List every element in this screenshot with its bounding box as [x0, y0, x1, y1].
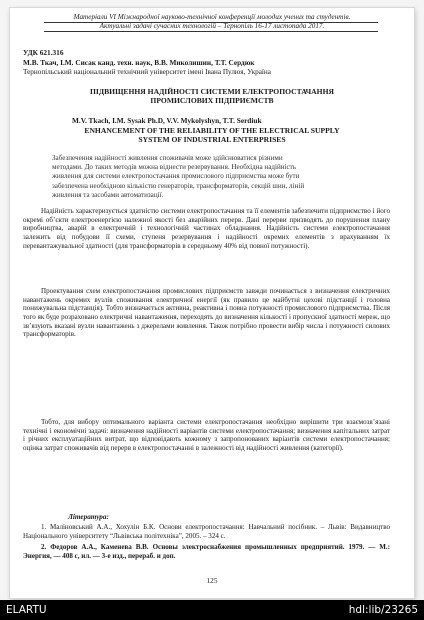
title-ua-line: ПРОМИСЛОВИХ ПІДПРИЄМСТВ — [150, 96, 274, 105]
title-en-line: ENHANCEMENT OF THE RELIABILITY OF THE ELECTRICAL SUPPLY — [84, 126, 340, 135]
title-ua-line: ПІДВИЩЕННЯ НАДІЙНОСТІ СИСТЕМИ ЕЛЕКТРОПОСТАЧАННЯ — [90, 87, 334, 96]
abstract-line: методами. До таких методів можна віднести резервування. Необхідна надійність — [52, 163, 296, 172]
reference-item: 1. Маліновський А.А., Хохулін Б.К. Основи електропостачання: Навчальний посібник. – Львів: Видавництво Національного університету “Львівська політехніка”, 2005. – 324 с. — [23, 523, 390, 540]
conference-header — [10, 13, 414, 30]
title-english — [40, 126, 384, 144]
abstract-line: забезпечена необхідною кількістю генераторів, трансформаторів, секцій шин, ліній — [52, 181, 305, 190]
abstract-line: живлення та засобами автоматизації. — [52, 190, 164, 199]
header-rule-2 — [44, 31, 378, 32]
abstract-line: живлення для системи електропостачання промислового підприємства може бути — [52, 172, 300, 181]
abstract — [52, 154, 390, 200]
paragraph-text: Проектування схем електропостачання промислових підприємств завжди починається з визначення електричних навантажень окремих вузлів споживання електричної енергії (як правило це майбутні цехові підстанції і головна понижувальна підстанція). Тобто визначається активна, реактивна і повна потужності промислового підприємства. Після того як буде розраховано електричні навантаження, переходять до визначення кількості і пропускної здатності мереж, що зв’язують вказані вузли навантажень з джерелами живлення. Також потрібно провести вибір числа і потужності силових трансформаторів. — [23, 287, 390, 339]
repository-footer — [0, 600, 424, 620]
authors-english: M.V. Tkach, I.M. Sysak Ph.D, V.V. Mykolyshyn, T.T. Serdiuk — [72, 116, 262, 125]
repository-name: ELARTU — [6, 604, 47, 616]
reference-item: 2. Федоров А.А., Каменева В.В. Основы электроснабжения промышленных предприятий. 1979. — М.: Энергия, — 408 с, ил. — 3-е изд., перераб. и доп. — [23, 543, 390, 560]
affiliation: Тернопільський національний технічний університет імені Івана Пулюя, Україна — [23, 68, 271, 76]
page-number: 125 — [206, 576, 218, 585]
body-paragraph-1 — [23, 207, 390, 250]
paragraph-text: Надійність характеризується здатністю системи електропостачання та її елементів забезпечити підприємство і його окремі об’єкти електроенергією належної якості без аварійних перерв. Дані перерви призводять до порушення плану виробництва, аварій в електричній і технологічній частинах обладнання. Надійність системи електропостачання залежить від побудови її схеми, ступеня резервування і надійності окремих елементів з врахуванням їх перевантажувальної здатності (для трансформаторів в середньому 40% від повної потужності). — [23, 207, 390, 250]
body-paragraph-3 — [23, 418, 390, 453]
abstract-line: Забезпечення надійності живлення споживачів може здійснюватися різними — [52, 154, 283, 162]
handle-link[interactable]: hdl:lib/23265 — [348, 604, 418, 616]
references-list — [23, 523, 390, 561]
udc-code: УДК 621.316 — [23, 48, 64, 57]
header-line-2: Актуальні задачі сучасних технологій – Тернопіль 16-17 листопада 2017. — [99, 21, 325, 30]
document-page — [10, 8, 414, 598]
title-ukrainian — [40, 87, 384, 105]
title-en-line: SYSTEM OF INDUSTRIAL ENTERPRISES — [138, 135, 286, 144]
header-line-1: Матеріали VI Міжнародної науково-технічної конференції молодих учених та студентів. — [73, 13, 351, 21]
authors-ukrainian: М.В. Ткач, І.М. Сисак канд. техн. наук, В.В. Миколишин, Т.Т. Сердюк — [23, 58, 255, 67]
references-heading: Література: — [68, 513, 109, 521]
header-rule-1 — [44, 22, 378, 23]
paragraph-text: Тобто, для вибору оптимального варіанта системи електропостачання необхідно вирішити три взаємозв’язані технічні і економічні задачі: визначення надійності варіантів системи електропостачання; визначення капітальних затрат і річних експлуатаційних витрат, що відповідають кожному з запропонованих варіантів системи електропостачання; оцінка затрат споживачів від перерв в електропостачанні в залежності від надійності живлення (категорії). — [23, 418, 390, 452]
body-paragraph-2 — [23, 287, 390, 339]
